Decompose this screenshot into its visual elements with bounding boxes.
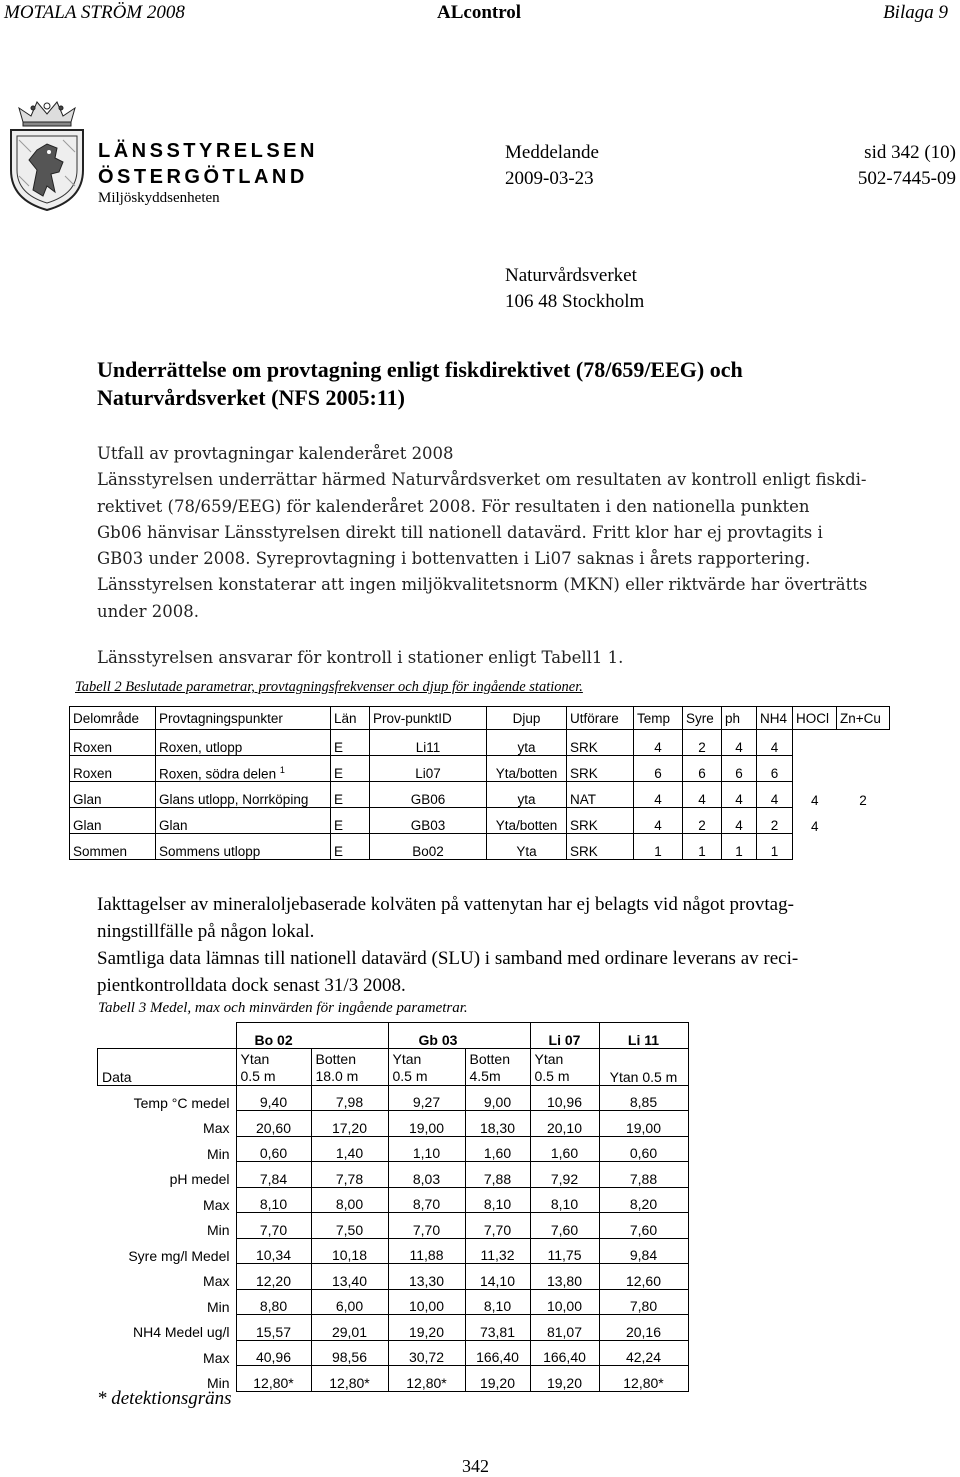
sub-header-line: Botten [315,1050,356,1067]
table-row [70,730,890,756]
doc-type: Meddelande [505,142,599,163]
table-row [98,1162,689,1188]
value-cell: 8,10 [236,1187,311,1213]
cell: yta [487,782,567,808]
value-cell: 9,84 [599,1238,688,1264]
value-cell: 166,40 [530,1340,599,1366]
cell: 4 [793,808,837,834]
cell: GB06 [370,782,487,808]
running-header-center: ALcontrol [437,2,522,23]
value-cell: 8,20 [599,1187,688,1213]
org-name: LÄNSSTYRELSEN [98,140,318,162]
sub-header-line: Ytan 0.5 m [609,1068,678,1085]
value-cell: 8,10 [465,1187,530,1213]
coat-of-arms-logo [3,100,91,212]
cell: E [331,834,370,860]
value-cell: 7,60 [599,1213,688,1239]
doc-date: 2009-03-23 [505,168,594,189]
cell [837,756,890,782]
observation-line: pientkontrolldata dock senast 31/3 2008. [97,975,406,996]
column-header: Län [331,707,370,730]
cell: SRK [567,808,634,834]
sub-header [311,1048,388,1085]
table3 [97,1022,689,1392]
page-title-line1: Underrättelse om provtagning enligt fiskdirektivet (78/659/EEG) och [97,357,743,382]
cell: 6 [634,756,683,782]
value-cell: 10,96 [530,1085,599,1111]
page-number: 342 [462,1456,489,1476]
value-cell: 18,30 [465,1111,530,1137]
cell: Glan [70,808,156,834]
cell: Yta [487,834,567,860]
value-cell: 7,88 [465,1162,530,1188]
cell-text: Roxen, södra delen [159,766,277,781]
cell: 4 [757,782,793,808]
cell: Bo02 [370,834,487,860]
value-cell: 20,10 [530,1111,599,1137]
value-cell: 15,57 [236,1315,311,1341]
value-cell: 11,75 [530,1238,599,1264]
cell: 2 [757,808,793,834]
table-row [70,756,890,782]
value-cell: 12,60 [599,1264,688,1290]
body-line: GB03 under 2008. Syreprovtagning i bottenvatten i Li07 saknas i årets rapportering. [97,549,811,569]
page-title-line2: Naturvårdsverket (NFS 2005:11) [97,385,405,410]
row-label: Min [206,1375,230,1391]
value-cell: 81,07 [530,1315,599,1341]
value-cell: 9,27 [388,1085,465,1111]
body-line: Länsstyrelsen underrättar härmed Naturvårdsverket om resultaten av kontroll enligt fiskdi- [97,470,867,490]
cell: Roxen [70,730,156,756]
cell: NAT [567,782,634,808]
table-row [98,1187,689,1213]
cell: 6 [757,756,793,782]
value-cell: 10,18 [311,1238,388,1264]
table-row [98,1264,689,1290]
column-header: Utförare [567,707,634,730]
column-header: Zn+Cu [837,707,890,730]
cell: 2 [683,808,722,834]
running-header-left: MOTALA STRÖM 2008 [4,2,185,23]
value-cell: 11,32 [465,1238,530,1264]
body-line: Utfall av provtagningar kalenderåret 2008 [97,444,454,463]
value-cell: 7,78 [311,1162,388,1188]
body-paragraph [97,441,867,625]
cell: 4 [683,782,722,808]
table-row [98,1238,689,1264]
value-cell: 13,30 [388,1264,465,1290]
sub-header-line: 0.5 m [392,1067,428,1084]
column-header: Prov-punktID [370,707,487,730]
value-cell: 17,20 [311,1111,388,1137]
value-cell: 19,20 [465,1366,530,1392]
value-cell: 19,20 [388,1315,465,1341]
value-cell: 1,40 [311,1136,388,1162]
station-header: Gb 03 [388,1023,530,1049]
cell: Sommen [70,834,156,860]
cell: Sommens utlopp [156,834,331,860]
sub-header [599,1048,688,1085]
value-cell: 8,03 [388,1162,465,1188]
cell: 6 [683,756,722,782]
sub-header [530,1048,599,1085]
sub-header-line: Ytan [392,1050,422,1067]
value-cell: 8,10 [530,1187,599,1213]
column-header: Provtagningspunkter [156,707,331,730]
sub-header [388,1048,465,1085]
footnote-mark: 1 [279,764,285,775]
value-cell: 19,00 [599,1111,688,1137]
value-cell: 10,00 [388,1289,465,1315]
value-cell: 19,20 [530,1366,599,1392]
reference-number: 502-7445-09 [857,168,956,189]
cell: Roxen, utlopp [156,730,331,756]
cell: Glan [156,808,331,834]
value-cell: 7,50 [311,1213,388,1239]
value-cell: 8,80 [236,1289,311,1315]
table-row [98,1085,689,1111]
cell: yta [487,730,567,756]
value-cell: 1,60 [465,1136,530,1162]
column-header: Temp [634,707,683,730]
table2 [69,706,890,860]
value-cell: 12,80* [599,1366,688,1392]
sub-header-line: Botten [469,1050,510,1067]
value-cell: 7,88 [599,1162,688,1188]
body-line: Gb06 hänvisar Länsstyrelsen direkt till nationell datavärd. Fritt klor har ej provtagits i [97,522,823,542]
value-cell: 20,16 [599,1315,688,1341]
recipient-name: Naturvårdsverket [505,265,637,286]
cell: E [331,730,370,756]
value-cell: 19,00 [388,1111,465,1137]
value-cell: 9,40 [236,1085,311,1111]
responsibility-text: Länsstyrelsen ansvarar för kontroll i stationer enligt Tabell1 1. [97,648,624,667]
value-cell: 12,20 [236,1264,311,1290]
value-cell: 13,80 [530,1264,599,1290]
table-row [98,1340,689,1366]
cell [793,756,837,782]
value-cell: 8,85 [599,1085,688,1111]
table-row [98,1136,689,1162]
sub-header-line: Ytan [240,1050,270,1067]
cell: Roxen [70,756,156,782]
cell [793,730,837,756]
value-cell: 7,92 [530,1162,599,1188]
data-label: Data [98,1048,237,1085]
sub-header-line: 4.5m [469,1067,501,1084]
cell: Li11 [370,730,487,756]
value-cell: 14,10 [465,1264,530,1290]
cell: 4 [722,808,757,834]
cell: 1 [757,834,793,860]
org-region: ÖSTERGÖTLAND [98,166,308,188]
value-cell: 8,00 [311,1187,388,1213]
table-row [98,1213,689,1239]
row-label: Max [203,1349,230,1366]
value-cell: 20,60 [236,1111,311,1137]
value-cell: 7,60 [530,1213,599,1239]
sub-header-line: Ytan [534,1050,564,1067]
value-cell: 7,70 [388,1213,465,1239]
value-cell: 7,80 [599,1289,688,1315]
column-header: HOCl [793,707,837,730]
cell: E [331,756,370,782]
table2-caption: Tabell 2 Beslutade parametrar, provtagningsfrekvenser och djup för ingående stationer. [75,679,583,695]
cell [156,756,331,782]
column-header: Syre [683,707,722,730]
cell [837,834,890,860]
cell: 1 [722,834,757,860]
row-label: Max [203,1120,230,1136]
empty-cell [98,1023,237,1049]
value-cell: 29,01 [311,1315,388,1341]
detection-limit-footnote: * detektionsgräns [97,1388,232,1409]
cell: 4 [793,782,837,808]
cell: 4 [757,730,793,756]
page-indicator: sid 342 (10) [864,142,956,163]
value-cell: 1,60 [530,1136,599,1162]
running-header-right: Bilaga 9 [883,2,948,23]
value-cell: 7,84 [236,1162,311,1188]
station-header: Li 07 [530,1023,599,1049]
table-row [98,1111,689,1137]
table-header-row [70,707,890,730]
value-cell: 8,10 [465,1289,530,1315]
cell [793,834,837,860]
cell: SRK [567,834,634,860]
row-label: Min [206,1145,230,1162]
value-cell: 30,72 [388,1340,465,1366]
observation-line: Iakttagelser av mineraloljebaserade kolväten på vattenytan har ej belagts vid något provtag- [97,894,794,915]
sub-header [236,1048,311,1085]
value-cell: 42,24 [599,1340,688,1366]
sub-header-line: 0.5 m [240,1067,276,1084]
value-cell: 11,88 [388,1238,465,1264]
table-subheader-row [98,1048,689,1085]
cell: 6 [722,756,757,782]
table-row [70,834,890,860]
row-label: NH4 Medel ug/l [133,1324,230,1340]
row-label: pH medel [169,1171,230,1187]
cell [837,808,890,834]
table-row [98,1315,689,1341]
cell [837,730,890,756]
cell: 4 [722,730,757,756]
column-header: ph [722,707,757,730]
value-cell: 1,10 [388,1136,465,1162]
row-label: Max [203,1273,230,1289]
body-line: under 2008. [97,601,199,621]
value-cell: 40,96 [236,1340,311,1366]
column-header: Delområde [70,707,156,730]
value-cell: 73,81 [465,1315,530,1341]
cell: 2 [683,730,722,756]
row-label: Syre mg/l Medel [128,1247,230,1264]
row-label: Min [206,1298,230,1315]
value-cell: 7,70 [236,1213,311,1239]
cell: E [331,808,370,834]
table-header-row [98,1023,689,1049]
table-row [98,1289,689,1315]
observation-line: ningstillfälle på någon lokal. [97,921,315,942]
observation-line: Samtliga data lämnas till nationell datavärd (SLU) i samband med ordinare leverans av reci- [97,948,799,969]
value-cell: 12,80* [388,1366,465,1392]
value-cell: 98,56 [311,1340,388,1366]
row-label: Max [203,1196,230,1213]
value-cell: 12,80* [236,1366,311,1392]
body-line: rektivet (78/659/EEG) för kalenderåret 2008. För resultaten i den nationella punkten [97,496,810,516]
cell: Li07 [370,756,487,782]
cell: SRK [567,730,634,756]
cell: Yta/botten [487,756,567,782]
cell: 4 [722,782,757,808]
value-cell: 10,34 [236,1238,311,1264]
column-header: NH4 [757,707,793,730]
body-line: Länsstyrelsen konstaterar att ingen miljökvalitetsnorm (MKN) eller riktvärde har överträtts [97,575,868,595]
cell: 4 [634,808,683,834]
recipient-address: 106 48 Stockholm [505,291,645,312]
station-header: Bo 02 [236,1023,388,1049]
cell: Glans utlopp, Norrköping [156,782,331,808]
value-cell: 7,98 [311,1085,388,1111]
value-cell: 9,00 [465,1085,530,1111]
value-cell: 6,00 [311,1289,388,1315]
cell: 1 [634,834,683,860]
value-cell: 12,80* [311,1366,388,1392]
station-header: Li 11 [599,1023,688,1049]
value-cell: 8,70 [388,1187,465,1213]
cell: 2 [859,792,867,808]
value-cell: 0,60 [599,1136,688,1162]
cell: 1 [683,834,722,860]
cell: SRK [567,756,634,782]
sub-header [465,1048,530,1085]
value-cell: 166,40 [465,1340,530,1366]
row-label: Temp °C medel [133,1094,230,1111]
org-unit: Miljöskyddsenheten [98,190,220,206]
table-row [70,782,890,808]
sub-header-line: 0.5 m [534,1067,570,1084]
value-cell: 13,40 [311,1264,388,1290]
value-cell: 10,00 [530,1289,599,1315]
column-header: Djup [487,707,567,730]
cell: Glan [70,782,156,808]
cell: 4 [634,730,683,756]
observations-paragraph [97,891,798,999]
value-cell: 0,60 [236,1136,311,1162]
table3-caption: Tabell 3 Medel, max och minvärden för ingående parametrar. [98,1000,468,1016]
cell: Yta/botten [487,808,567,834]
cell: 4 [634,782,683,808]
cell: E [331,782,370,808]
sub-header-line: 18.0 m [315,1067,359,1084]
cell: GB03 [370,808,487,834]
row-label: Min [206,1222,230,1238]
value-cell: 7,70 [465,1213,530,1239]
table-row [70,808,890,834]
